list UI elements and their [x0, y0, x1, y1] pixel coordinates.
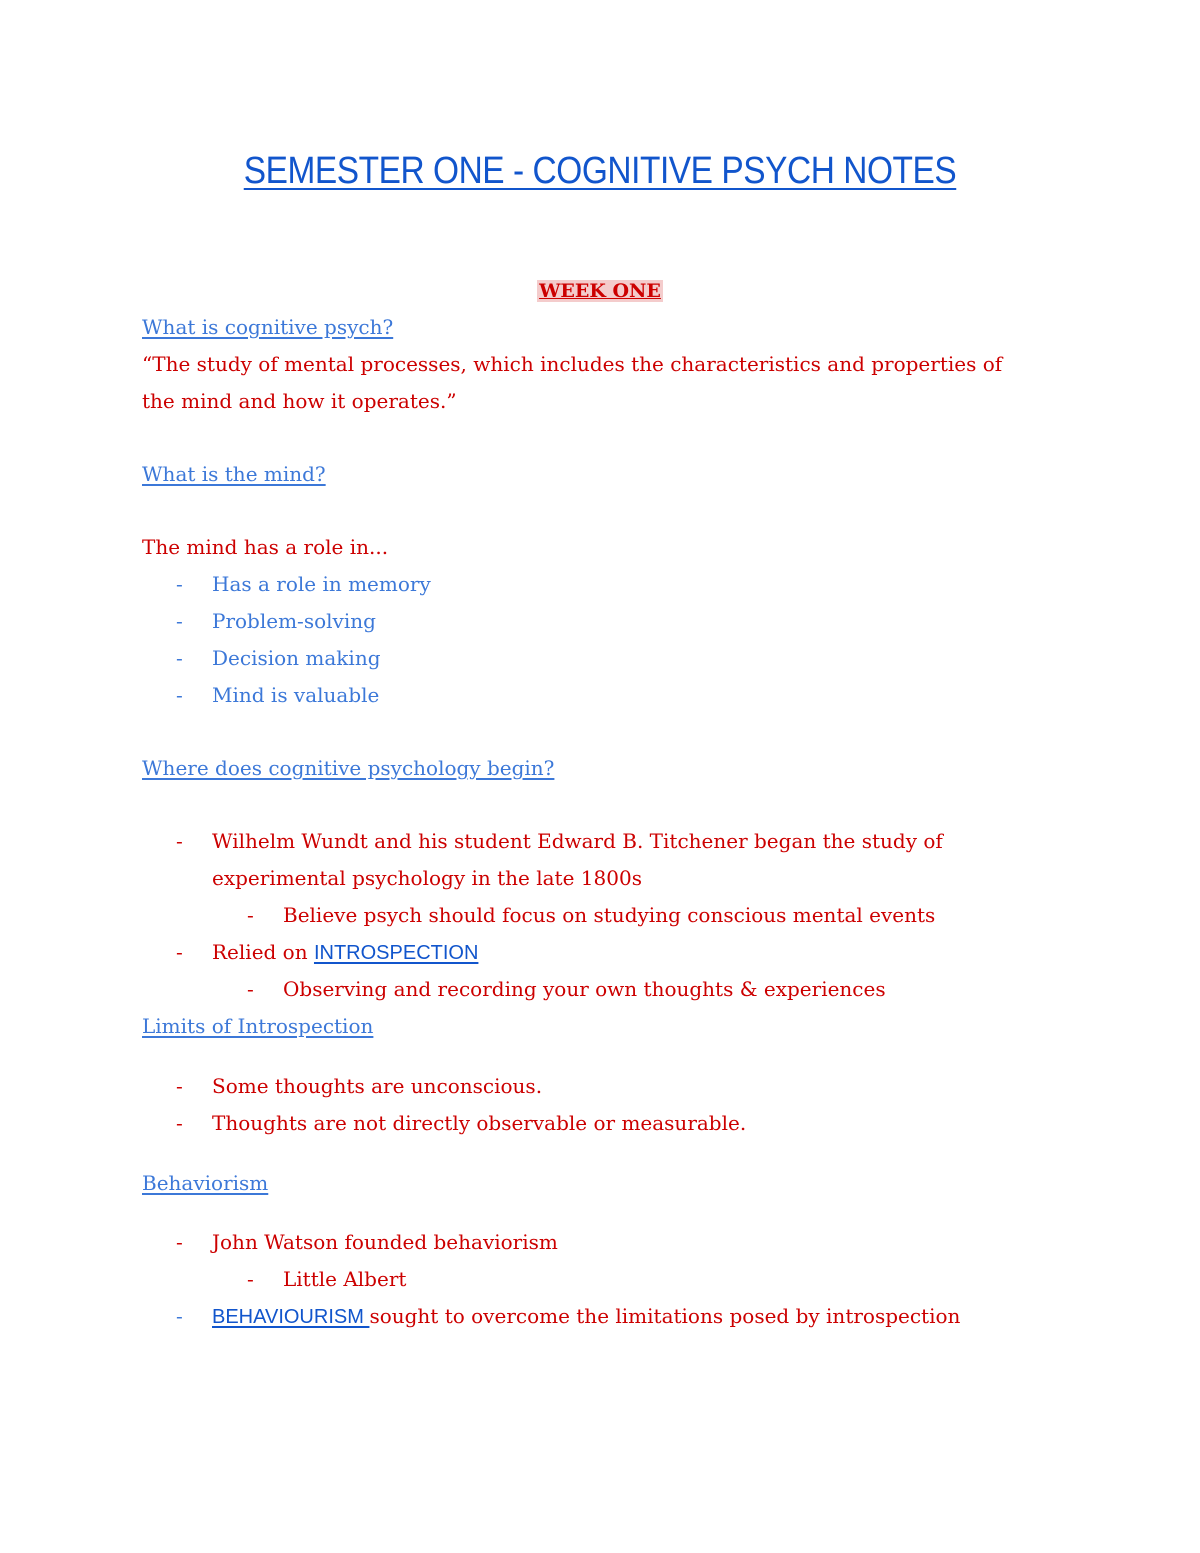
definition-line-1: “The study of mental processes, which includes the characteristics and properties of	[142, 352, 1003, 376]
bullet-marker: -	[176, 683, 183, 707]
bullet-marker: -	[176, 829, 183, 853]
definition-line-2: the mind and how it operates.”	[142, 389, 457, 413]
section-heading-origins: Where does cognitive psychology begin?	[142, 756, 555, 780]
list-item-behaviourism	[212, 1303, 960, 1330]
list-item: Mind is valuable	[212, 683, 380, 707]
sub-list-item-conscious-events: Believe psych should focus on studying conscious mental events	[283, 903, 936, 927]
list-item: Some thoughts are unconscious.	[212, 1074, 543, 1098]
bullet-marker: -	[176, 572, 183, 596]
list-item-introspection	[212, 939, 478, 966]
list-item: Decision making	[212, 646, 381, 670]
behaviourism-description: sought to overcome the limitations posed by introspection	[369, 1304, 961, 1328]
bullet-marker: -	[247, 903, 254, 927]
bullet-marker: -	[176, 1304, 183, 1328]
section-heading-limits: Limits of Introspection	[142, 1014, 374, 1038]
list-item-wundt-line-2: experimental psychology in the late 1800s	[212, 866, 642, 890]
list-item-wundt-line-1: Wilhelm Wundt and his student Edward B. Titchener began the study of	[212, 829, 943, 853]
bullet-marker: -	[176, 609, 183, 633]
list-item: Has a role in memory	[212, 572, 431, 596]
behaviourism-link[interactable]: BEHAVIOURISM	[212, 1306, 370, 1328]
week-label: WEEK ONE	[539, 280, 661, 302]
bullet-marker: -	[176, 940, 183, 964]
list-item-watson: John Watson founded behaviorism	[212, 1230, 558, 1254]
sub-list-item-little-albert: Little Albert	[283, 1267, 407, 1291]
mind-intro: The mind has a role in...	[142, 535, 389, 559]
section-heading-mind: What is the mind?	[142, 462, 326, 486]
bullet-marker: -	[176, 1074, 183, 1098]
bullet-marker: -	[176, 646, 183, 670]
relied-on-text: Relied on	[212, 940, 314, 964]
bullet-marker: -	[176, 1230, 183, 1254]
section-heading-cognitive-psych: What is cognitive psych?	[142, 315, 394, 339]
list-item: Thoughts are not directly observable or measurable.	[212, 1111, 747, 1135]
bullet-marker: -	[247, 1267, 254, 1291]
list-item: Problem-solving	[212, 609, 376, 633]
introspection-link[interactable]: INTROSPECTION	[313, 942, 479, 964]
page-title: SEMESTER ONE - COGNITIVE PSYCH NOTES	[243, 150, 957, 192]
section-heading-behaviorism: Behaviorism	[142, 1171, 269, 1195]
bullet-marker: -	[176, 1111, 183, 1135]
bullet-marker: -	[247, 977, 254, 1001]
week-heading	[0, 280, 1200, 302]
sub-list-item-observing: Observing and recording your own thoughts & experiences	[283, 977, 886, 1001]
